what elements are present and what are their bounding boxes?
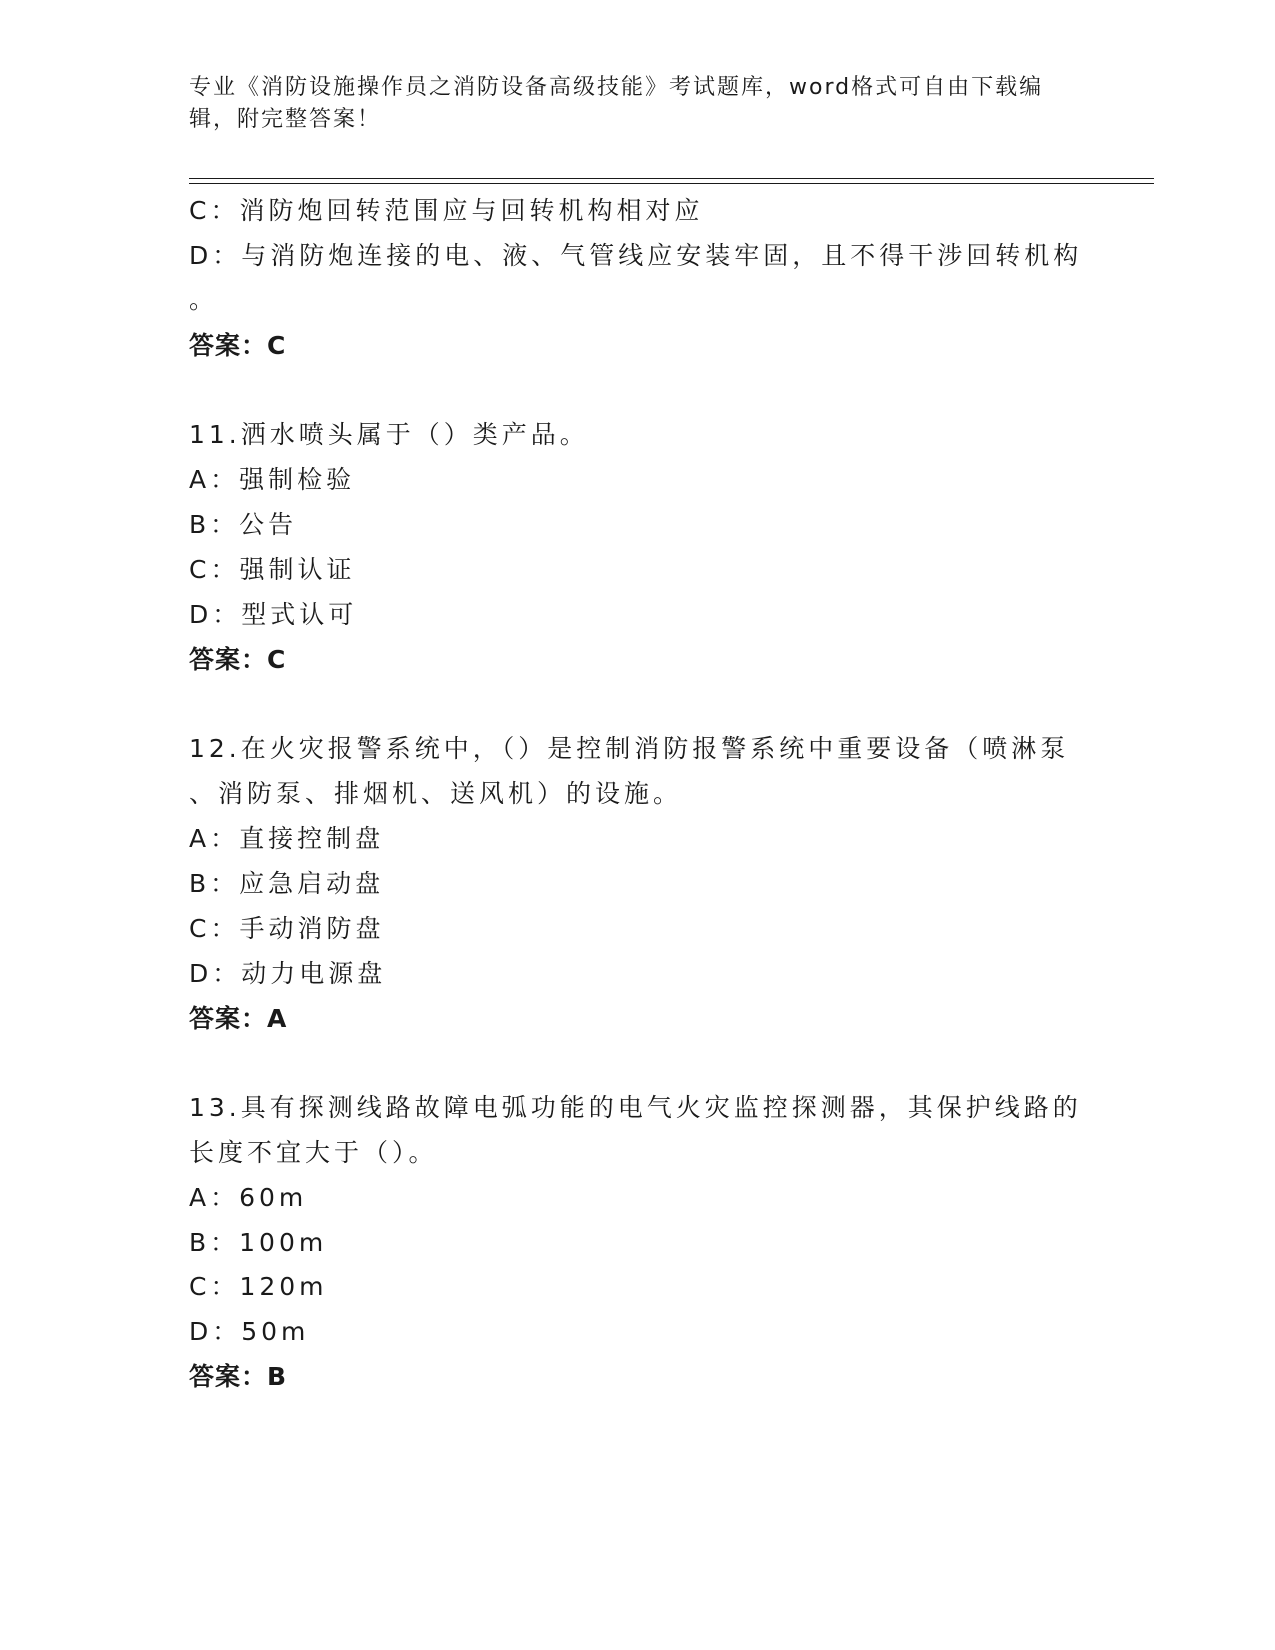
q13-option-c: C：120m (189, 1272, 328, 1301)
q12-answer: 答案：A (189, 1004, 288, 1033)
q13-option-d: D：50m (189, 1317, 310, 1346)
q12-option-d: D：动力电源盘 (189, 959, 387, 988)
q13-option-a: A：60m (189, 1183, 308, 1212)
q12-stem-continuation: 、消防泵、排烟机、送风机）的设施。 (189, 779, 683, 808)
header-line-1: 专业《消防设施操作员之消防设备高级技能》考试题库，word格式可自由下载编 (189, 75, 1044, 100)
header-line-2: 辑，附完整答案！ (189, 107, 382, 132)
document-header (189, 72, 1069, 136)
header-divider-top (189, 178, 1154, 179)
q10-option-d-continuation: 。 (189, 285, 219, 314)
q13-option-b: B：100m (189, 1228, 328, 1257)
q12-option-c: C：手动消防盘 (189, 914, 385, 943)
q12-option-b: B：应急启动盘 (189, 869, 385, 898)
q11-option-b: B：公告 (189, 510, 298, 539)
q11-stem: 11.洒水喷头属于（）类产品。 (189, 420, 589, 449)
header-divider-bottom (189, 183, 1154, 184)
q10-option-c: C：消防炮回转范围应与回转机构相对应 (189, 196, 704, 225)
q10-answer: 答案：C (189, 331, 287, 360)
q13-answer: 答案：B (189, 1362, 288, 1391)
q11-option-a: A：强制检验 (189, 465, 356, 494)
q11-answer: 答案：C (189, 645, 287, 674)
q10-option-d: D：与消防炮连接的电、液、气管线应安装牢固，且不得干涉回转机构 (189, 241, 1083, 270)
q13-stem-continuation: 长度不宜大于（）。 (189, 1138, 438, 1167)
q12-stem: 12.在火灾报警系统中，（）是控制消防报警系统中重要设备（喷淋泵 (189, 734, 1070, 763)
q11-option-d: D：型式认可 (189, 600, 358, 629)
q11-option-c: C：强制认证 (189, 555, 356, 584)
q13-stem: 13.具有探测线路故障电弧功能的电气火灾监控探测器，其保护线路的 (189, 1093, 1082, 1122)
q12-option-a: A：直接控制盘 (189, 824, 385, 853)
